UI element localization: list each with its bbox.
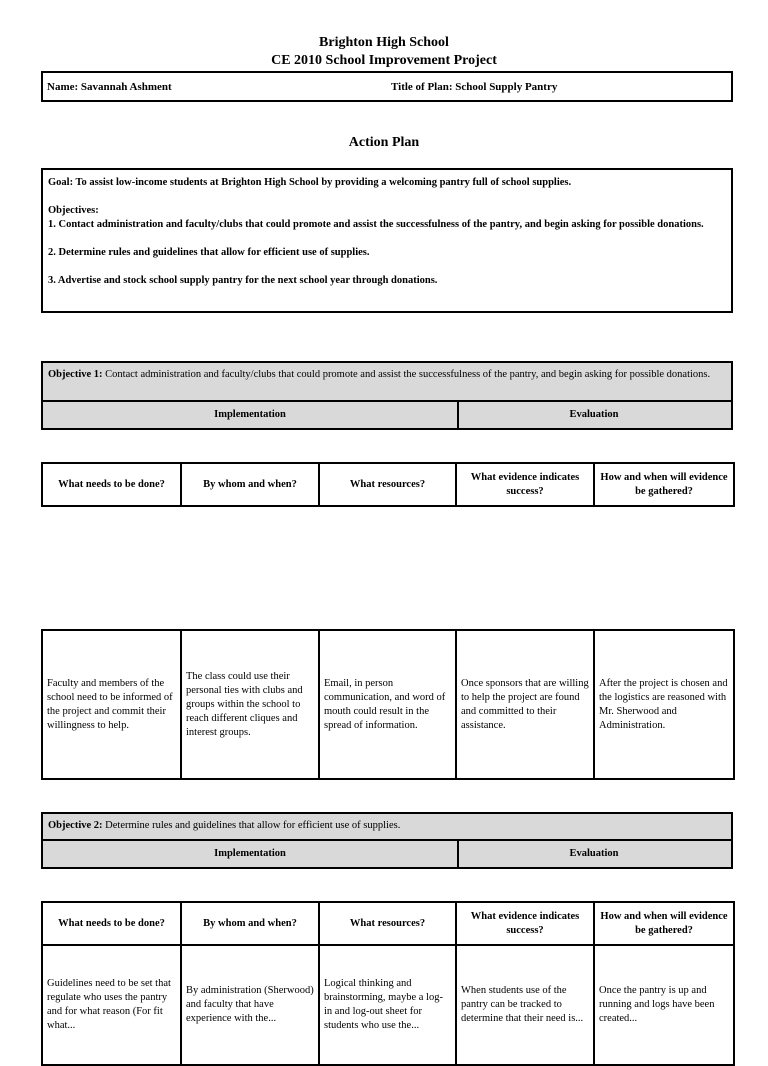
objective-2-label: Objective 2: xyxy=(48,820,103,831)
column-header: What evidence indicates success? xyxy=(456,463,594,506)
column-header: How and when will evidence be gathered? xyxy=(594,902,734,945)
table-cell: After the project is chosen and the logistics are reasoned with Mr. Sherwood and Administration. xyxy=(594,630,734,779)
table-cell: By administration (Sherwood) and faculty that have experience with the... xyxy=(181,945,319,1065)
column-header: What needs to be done? xyxy=(42,463,181,506)
name-title-box xyxy=(41,71,733,102)
objective-2-section-row xyxy=(41,841,733,869)
objective-1-header xyxy=(41,361,733,402)
objectives-label: Objectives: xyxy=(48,205,99,216)
table-cell: Faculty and members of the school need to be informed of the project and commit their willingness to help. xyxy=(42,630,181,779)
table-cell: Email, in person communication, and word of mouth could result in the spread of information. xyxy=(319,630,456,779)
column-header: What resources? xyxy=(319,463,456,506)
evaluation-label: Evaluation xyxy=(569,409,619,420)
objective-1-table xyxy=(41,629,735,780)
implementation-label: Implementation xyxy=(43,402,459,428)
project-name: CE 2010 School Improvement Project xyxy=(271,53,497,68)
school-name: Brighton High School xyxy=(319,35,449,50)
goal-text: Goal: To assist low-income students at Brighton High School by providing a welcoming pantry full of school supplies. xyxy=(48,177,572,188)
column-header: What resources? xyxy=(319,902,456,945)
table-cell: The class could use their personal ties with clubs and groups within the school to reach different cliques and interest groups. xyxy=(181,630,319,779)
student-name: Name: Savannah Ashment xyxy=(47,81,172,93)
implementation-label: Implementation xyxy=(43,841,459,867)
objective-2-table xyxy=(41,901,735,1066)
school-title xyxy=(0,34,768,70)
column-header: What evidence indicates success? xyxy=(456,902,594,945)
objective-1-label: Objective 1: xyxy=(48,369,103,380)
column-header: How and when will evidence be gathered? xyxy=(594,463,734,506)
column-header: By whom and when? xyxy=(181,463,319,506)
table-cell: Logical thinking and brainstorming, maybe a log-in and log-out sheet for students who use the... xyxy=(319,945,456,1065)
table-cell: When students use of the pantry can be tracked to determine that their need is... xyxy=(456,945,594,1065)
objective-2-header xyxy=(41,812,733,841)
plan-title: Title of Plan: School Supply Pantry xyxy=(391,81,558,93)
objective-3-text: 3. Advertise and stock school supply pantry for the next school year through donations. xyxy=(48,275,438,286)
column-header: What needs to be done? xyxy=(42,902,181,945)
objective-2-description: Determine rules and guidelines that allow for efficient use of supplies. xyxy=(102,820,401,831)
column-header: By whom and when? xyxy=(181,902,319,945)
table-cell: Once the pantry is up and running and logs have been created... xyxy=(594,945,734,1065)
evaluation-label: Evaluation xyxy=(569,848,619,859)
objective-1-column-headers xyxy=(41,462,735,507)
objective-1-text: 1. Contact administration and faculty/clubs that could promote and assist the successfulness of the pantry, and begin asking for possible donations. xyxy=(48,219,704,230)
table-cell: Once sponsors that are willing to help the project are found and committed to their assistance. xyxy=(456,630,594,779)
goal-objectives-box xyxy=(41,168,733,313)
objective-2-text: 2. Determine rules and guidelines that allow for efficient use of supplies. xyxy=(48,247,370,258)
action-plan-heading: Action Plan xyxy=(348,135,420,150)
table-cell: Guidelines need to be set that regulate who uses the pantry and for what reason (For fit what... xyxy=(42,945,181,1065)
objective-1-section-row xyxy=(41,402,733,430)
objective-1-description: Contact administration and faculty/clubs that could promote and assist the successfulness of the pantry, and begin asking for possible donations. xyxy=(102,369,711,380)
